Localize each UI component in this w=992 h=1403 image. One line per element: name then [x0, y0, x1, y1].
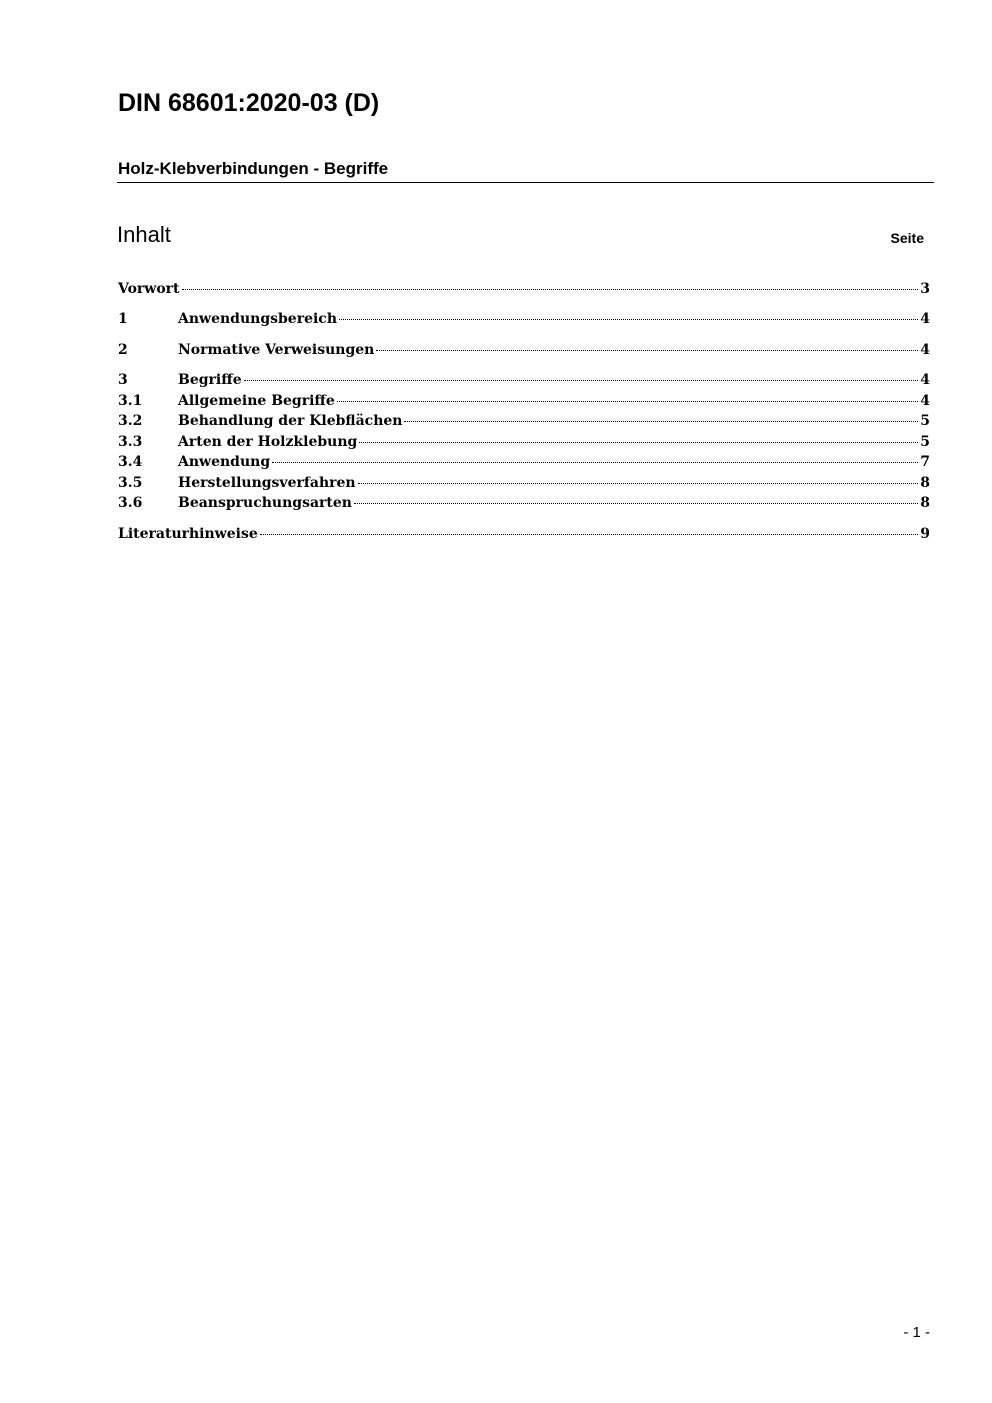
toc-leader-dots	[337, 401, 918, 402]
toc-entry-number: 3.1	[118, 393, 143, 409]
subtitle-divider	[117, 182, 934, 183]
toc-entry-number: 3.4	[118, 454, 143, 470]
toc-entry-herstellungsverfahren[interactable]	[118, 473, 930, 493]
document-subtitle: Holz-Klebverbindungen - Begriffe	[118, 159, 389, 178]
toc-entry-page: 9	[920, 526, 930, 542]
page-number: - 1 -	[903, 1324, 930, 1341]
toc-entry-page: 7	[920, 454, 930, 470]
toc-page-column-label: Seite	[890, 230, 924, 246]
toc-entry-title: Herstellungsverfahren	[178, 475, 356, 491]
toc-entry-page: 5	[920, 434, 930, 450]
toc-entry-title: Anwendung	[178, 454, 271, 470]
toc-entry-title: Begriffe	[178, 372, 242, 388]
toc-entry-title: Behandlung der Klebflächen	[178, 413, 403, 429]
toc-entry-page: 8	[920, 495, 930, 511]
toc-entry-anwendung[interactable]	[118, 452, 930, 472]
toc-entry-page: 4	[920, 372, 930, 388]
toc-entry-number: 3.6	[118, 495, 143, 511]
toc-entry-anwendungsbereich[interactable]	[118, 309, 930, 329]
toc-entry-number: 3.5	[118, 475, 143, 491]
toc-entry-vorwort[interactable]	[118, 279, 930, 299]
toc-entry-page: 4	[920, 393, 930, 409]
toc-leader-dots	[260, 534, 919, 535]
toc-entry-number: 3.3	[118, 434, 143, 450]
toc-entry-title: Anwendungsbereich	[178, 311, 337, 327]
toc-entry-title: Literaturhinweise	[118, 526, 258, 542]
toc-entry-normative-verweisungen[interactable]	[118, 340, 930, 360]
toc-entry-page: 4	[920, 342, 930, 358]
toc-entry-page: 8	[920, 475, 930, 491]
toc-leader-dots	[339, 319, 918, 320]
toc-entry-page: 4	[920, 311, 930, 327]
toc-entry-page: 5	[920, 413, 930, 429]
toc-leader-dots	[358, 483, 919, 484]
toc-entry-title: Vorwort	[118, 281, 180, 297]
toc-entry-begriffe[interactable]	[118, 370, 930, 390]
toc-entry-literaturhinweise[interactable]	[118, 524, 930, 544]
toc-entry-number: 3.2	[118, 413, 143, 429]
toc-entry-page: 3	[920, 281, 930, 297]
toc-leader-dots	[182, 289, 919, 290]
toc-leader-dots	[354, 503, 918, 504]
toc-entry-number: 1	[118, 311, 128, 327]
toc-entry-title: Allgemeine Begriffe	[178, 393, 335, 409]
document-title: DIN 68601:2020-03 (D)	[118, 89, 380, 117]
toc-leader-dots	[404, 421, 918, 422]
toc-entry-title: Normative Verweisungen	[178, 342, 375, 358]
toc-leader-dots	[272, 462, 918, 463]
toc-leader-dots	[244, 380, 919, 381]
toc-entry-arten-der-holzklebung[interactable]	[118, 432, 930, 452]
toc-leader-dots	[359, 442, 918, 443]
toc-entry-title: Arten der Holzklebung	[178, 434, 358, 450]
toc-heading: Inhalt	[117, 222, 171, 247]
toc-leader-dots	[376, 350, 918, 351]
toc-entry-number: 2	[118, 342, 128, 358]
toc-entry-title: Beanspruchungsarten	[178, 495, 352, 511]
toc-entry-beanspruchungsarten[interactable]	[118, 493, 930, 513]
toc-entry-allgemeine-begriffe[interactable]	[118, 391, 930, 411]
toc-entry-behandlung-der-klebflaechen[interactable]	[118, 411, 930, 431]
toc-entry-number: 3	[118, 372, 128, 388]
